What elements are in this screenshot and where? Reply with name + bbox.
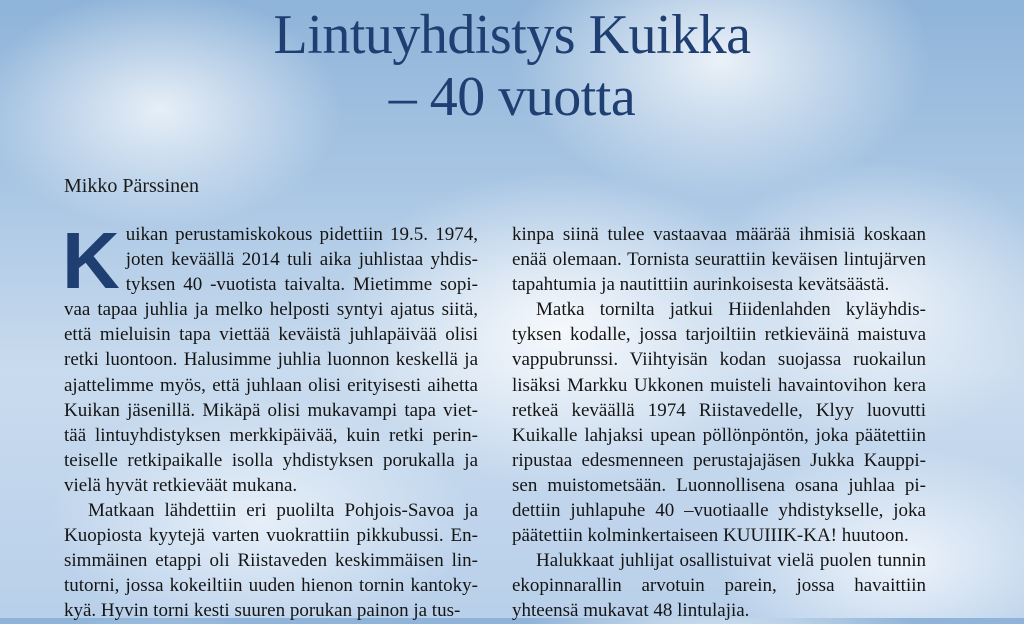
title-line-2: – 40 vuotta — [388, 66, 636, 128]
author-byline: Mikko Pärssinen — [64, 175, 199, 197]
article-title — [0, 4, 1024, 128]
paragraph-1 — [62, 216, 478, 498]
left-column — [62, 216, 478, 624]
paragraph-2: Matkaan lähdettiin eri puolilta Pohjois-Savoa ja Kuopiosta kyytejä varten vuokrattiin pikkubussi. Ensimmäinen etappi oli Riistaveden keskimmäisen lintutorni, jossa kokeiltiin uuden hienon tornin kantokykyä. Hyvin torni kesti suuren porukan painon ja tus- — [64, 500, 478, 622]
paragraph-4: Matka tornilta jatkui Hiidenlahden kyläyhdistyksen kodalle, jossa tarjoiltiin retkieväinä maistuva vappubrunssi. Viihtyisän kodan suojassa ruokailun lisäksi Markku Ukkonen muisteli havaintovihon kera retkeä keväällä 1974 Riistavedelle, Klyy luovutti Kuikalle lahjaksi upean pöllönpöntön, joka päätettiin ripustaa edesmenneen perustajajäsen Jukka Kauppisen muistometsään. Luonnollisena osana juhlaa pidettiin juhlapuhe 40 –vuotiaalle yhdistykselle, joka päätettiin kolminkertaiseen KUUIIIK-KA! huutoon. — [512, 299, 926, 547]
paragraph-5: Halukkaat juhlijat osallistuivat vielä puolen tunnin ekopinnarallin arvotuin parein, jossa havaittiin yhteensä mukavat 48 lintulajia. — [512, 550, 926, 622]
paragraph-1-text: uikan perustamiskokous pidettiin 19.5. 1974, joten keväällä 2014 tuli aika juhlistaa yhdistyksen 40 -vuotista taivalta. Mietimme sopivaa tapaa juhlia ja melko helposti syntyi ajatus siitä, että mieluisin tapa viettää keväistä juhlapäivää olisi retki luontoon. Halusimme juhlia luonnon keskellä ja ajattelimme myös, että juhlaan olisi erityisesti aihetta Kuikan jäsenillä. Mikäpä olisi mukavampi tapa viettää lintuyhdistyksen merkkipäivää, kuin retki perinteiselle retkipaikalle isolla yhdistyksen porukalla ja vielä hyvät retkieväät mukana. — [64, 224, 478, 496]
right-column — [512, 222, 926, 624]
drop-cap: K — [62, 216, 120, 305]
title-line-1: Lintuyhdistys Kuikka — [273, 4, 751, 66]
paragraph-3: kinpa siinä tulee vastaavaa määrää ihmisiä koskaan enää olemaan. Tornista seurattiin keväisen lintujärven tapahtumia ja nautittiin aurinkoisesta kevätsäästä. — [512, 224, 926, 296]
